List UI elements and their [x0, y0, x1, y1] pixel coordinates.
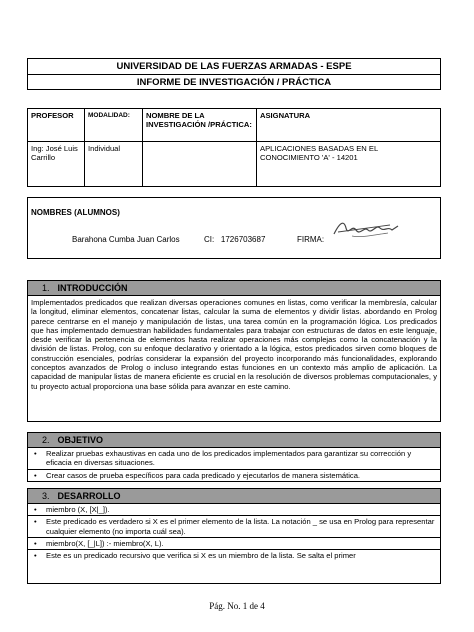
signature-image: [330, 216, 402, 242]
objetivo-heading: 2. OBJETIVO: [28, 433, 440, 448]
introduccion-text: Implementados predicados que realizan diversas operaciones comunes en listas, como verificar la membresía, calcular la longitud, eliminar elementos, concatenar listas, calcular la suma de elementos y dividir listas. abordando en Prolog parece centrarse en el manejo y manipulación de listas, una tarea común en la programación lógica. Los predicados que has implementado demuestran habilidades fundamentales para trabajar con estructuras de datos en este lenguaje, desde verificar la pertenencia de elementos hasta realizar operaciones más complejas como la concatenación y la división de listas. Prolog, con su enfoque declarativo y orientado a la lógica, estos predicados sirven como bloques de construcción esenciales, podrías considerar la expansión del proyecto incorporando más funcionalidades, explorando conceptos avanzados de Prolog o incluso integrando estas funciones en un contexto más amplio de aplicación. La capacidad de manipular listas de manera eficiente es crucial en la resolución de diversos problemas computacionales, y tu proyecto actual proporciona una base sólida para avanzar en este camino.: [31, 298, 437, 391]
desarrollo-section: [27, 488, 441, 584]
ci-value: 1726703687: [220, 235, 266, 244]
desarrollo-item: • miembro (X, [X|_]).: [28, 504, 440, 516]
ci-label: CI:: [204, 235, 215, 244]
bullet-icon: •: [34, 538, 37, 548]
objetivo-item: • Realizar pruebas exhaustivas en cada uno de los predicados implementados para garantizar su corrección y eficacia en diversas situaciones.: [28, 448, 440, 470]
page-number: Pág. No. 1 de 4: [209, 601, 265, 611]
desarrollo-item: • Este es un predicado recursivo que verifica si X es un miembro de la lista. Se salta el primer: [34, 551, 356, 561]
document-type-title: INFORME DE INVESTIGACIÓN / PRÁCTICA: [136, 77, 332, 88]
header-profesor: PROFESOR: [28, 109, 85, 142]
bullet-icon: •: [34, 470, 37, 480]
report-header: [27, 58, 441, 90]
university-title: UNIVERSIDAD DE LAS FUERZAS ARMADAS - ESPE: [28, 59, 440, 75]
student-name: Barahona Cumba Juan Carlos: [72, 235, 180, 244]
bullet-icon: •: [34, 551, 37, 561]
objetivo-section: [27, 432, 441, 482]
firma-label: FIRMA:: [297, 235, 325, 244]
introduccion-section: [27, 280, 441, 422]
desarrollo-heading: 3. DESARROLLO: [28, 489, 440, 504]
bullet-icon: •: [34, 505, 37, 514]
desarrollo-item: • Este predicado es verdadero si X es el primer elemento de la lista. La notación _ se usa en Prolog para representar cualquier elemento (no importa cuál sea).: [28, 516, 440, 538]
header-investigacion: NOMBRE DE LA INVESTIGACIÓN /PRÁCTICA:: [143, 109, 257, 142]
bullet-icon: •: [34, 449, 37, 458]
students-box: [27, 197, 441, 259]
header-asignatura: ASIGNATURA: [257, 109, 441, 142]
info-table: [27, 108, 441, 187]
asignatura-value: APLICACIONES BASADAS EN EL CONOCIMIENTO 'A' - 14201: [257, 142, 441, 187]
investigacion-value: [143, 142, 257, 187]
students-label: NOMBRES (ALUMNOS): [31, 208, 120, 217]
modalidad-value: Individual: [85, 142, 143, 187]
header-modalidad: MODALIDAD:: [85, 109, 143, 142]
bullet-icon: •: [34, 517, 37, 527]
desarrollo-item: • miembro(X, [_|L]) :- miembro(X, L).: [28, 538, 440, 550]
objetivo-item: • Crear casos de prueba específicos para cada predicado y ejecutarlos de manera sistemática.: [34, 470, 361, 480]
profesor-value: Ing: José Luis Carrillo: [28, 142, 85, 187]
ci-field: [204, 235, 265, 244]
introduccion-heading: 1. INTRODUCCIÓN: [28, 281, 440, 296]
